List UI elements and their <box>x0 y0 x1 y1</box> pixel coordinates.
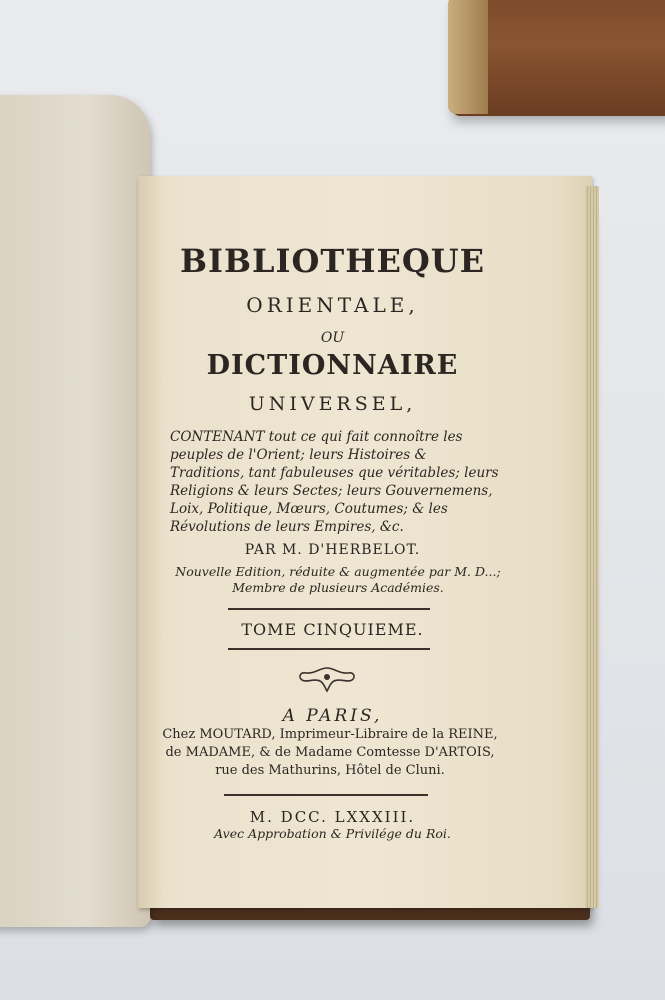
place-line: A PARIS, <box>282 706 383 726</box>
title-line-orientale: ORIENTALE, <box>246 293 419 317</box>
ornamental-rule-imprint <box>224 794 428 796</box>
approbation-line: Avec Approbation & Privilége du Roi. <box>214 826 451 841</box>
left-page <box>0 95 150 927</box>
description-text: CONTENANT tout ce qui fait connoître les peuples de l'Orient; leurs Histoires & Traditions, tant fabuleuses que véritables; leurs Religions & leurs Sectes; leurs Gouvernemens, Loix, Politique, Mœurs, Coutumes; & les Révolutions de leurs Empires, &c. <box>170 429 499 535</box>
edition-note: Nouvelle Edition, réduite & augmentée par M. D...; Membre de plusieurs Académies. <box>175 564 501 595</box>
ornamental-rule-bottom <box>228 648 430 650</box>
volume-label: TOME CINQUIEME. <box>241 620 424 639</box>
background-book-spine <box>448 0 488 114</box>
year-line: M. DCC. LXXXIII. <box>249 808 416 826</box>
author-line: PAR M. D'HERBELOT. <box>244 542 421 558</box>
title-line-dictionnaire: DICTIONNAIRE <box>206 350 459 381</box>
title-line-bibliotheque: BIBLIOTHEQUE <box>179 242 485 280</box>
publisher-text: Chez MOUTARD, Imprimeur-Libraire de la REINE, de MADAME, & de Madame Comtesse D'ARTOIS, rue des Mathurins, Hôtel de Cluni. <box>162 727 498 778</box>
fleuron-ornament <box>296 664 358 694</box>
title-line-universel: UNIVERSEL, <box>248 393 417 415</box>
ornamental-rule-top <box>228 608 430 610</box>
title-line-ou: OU <box>320 330 345 346</box>
